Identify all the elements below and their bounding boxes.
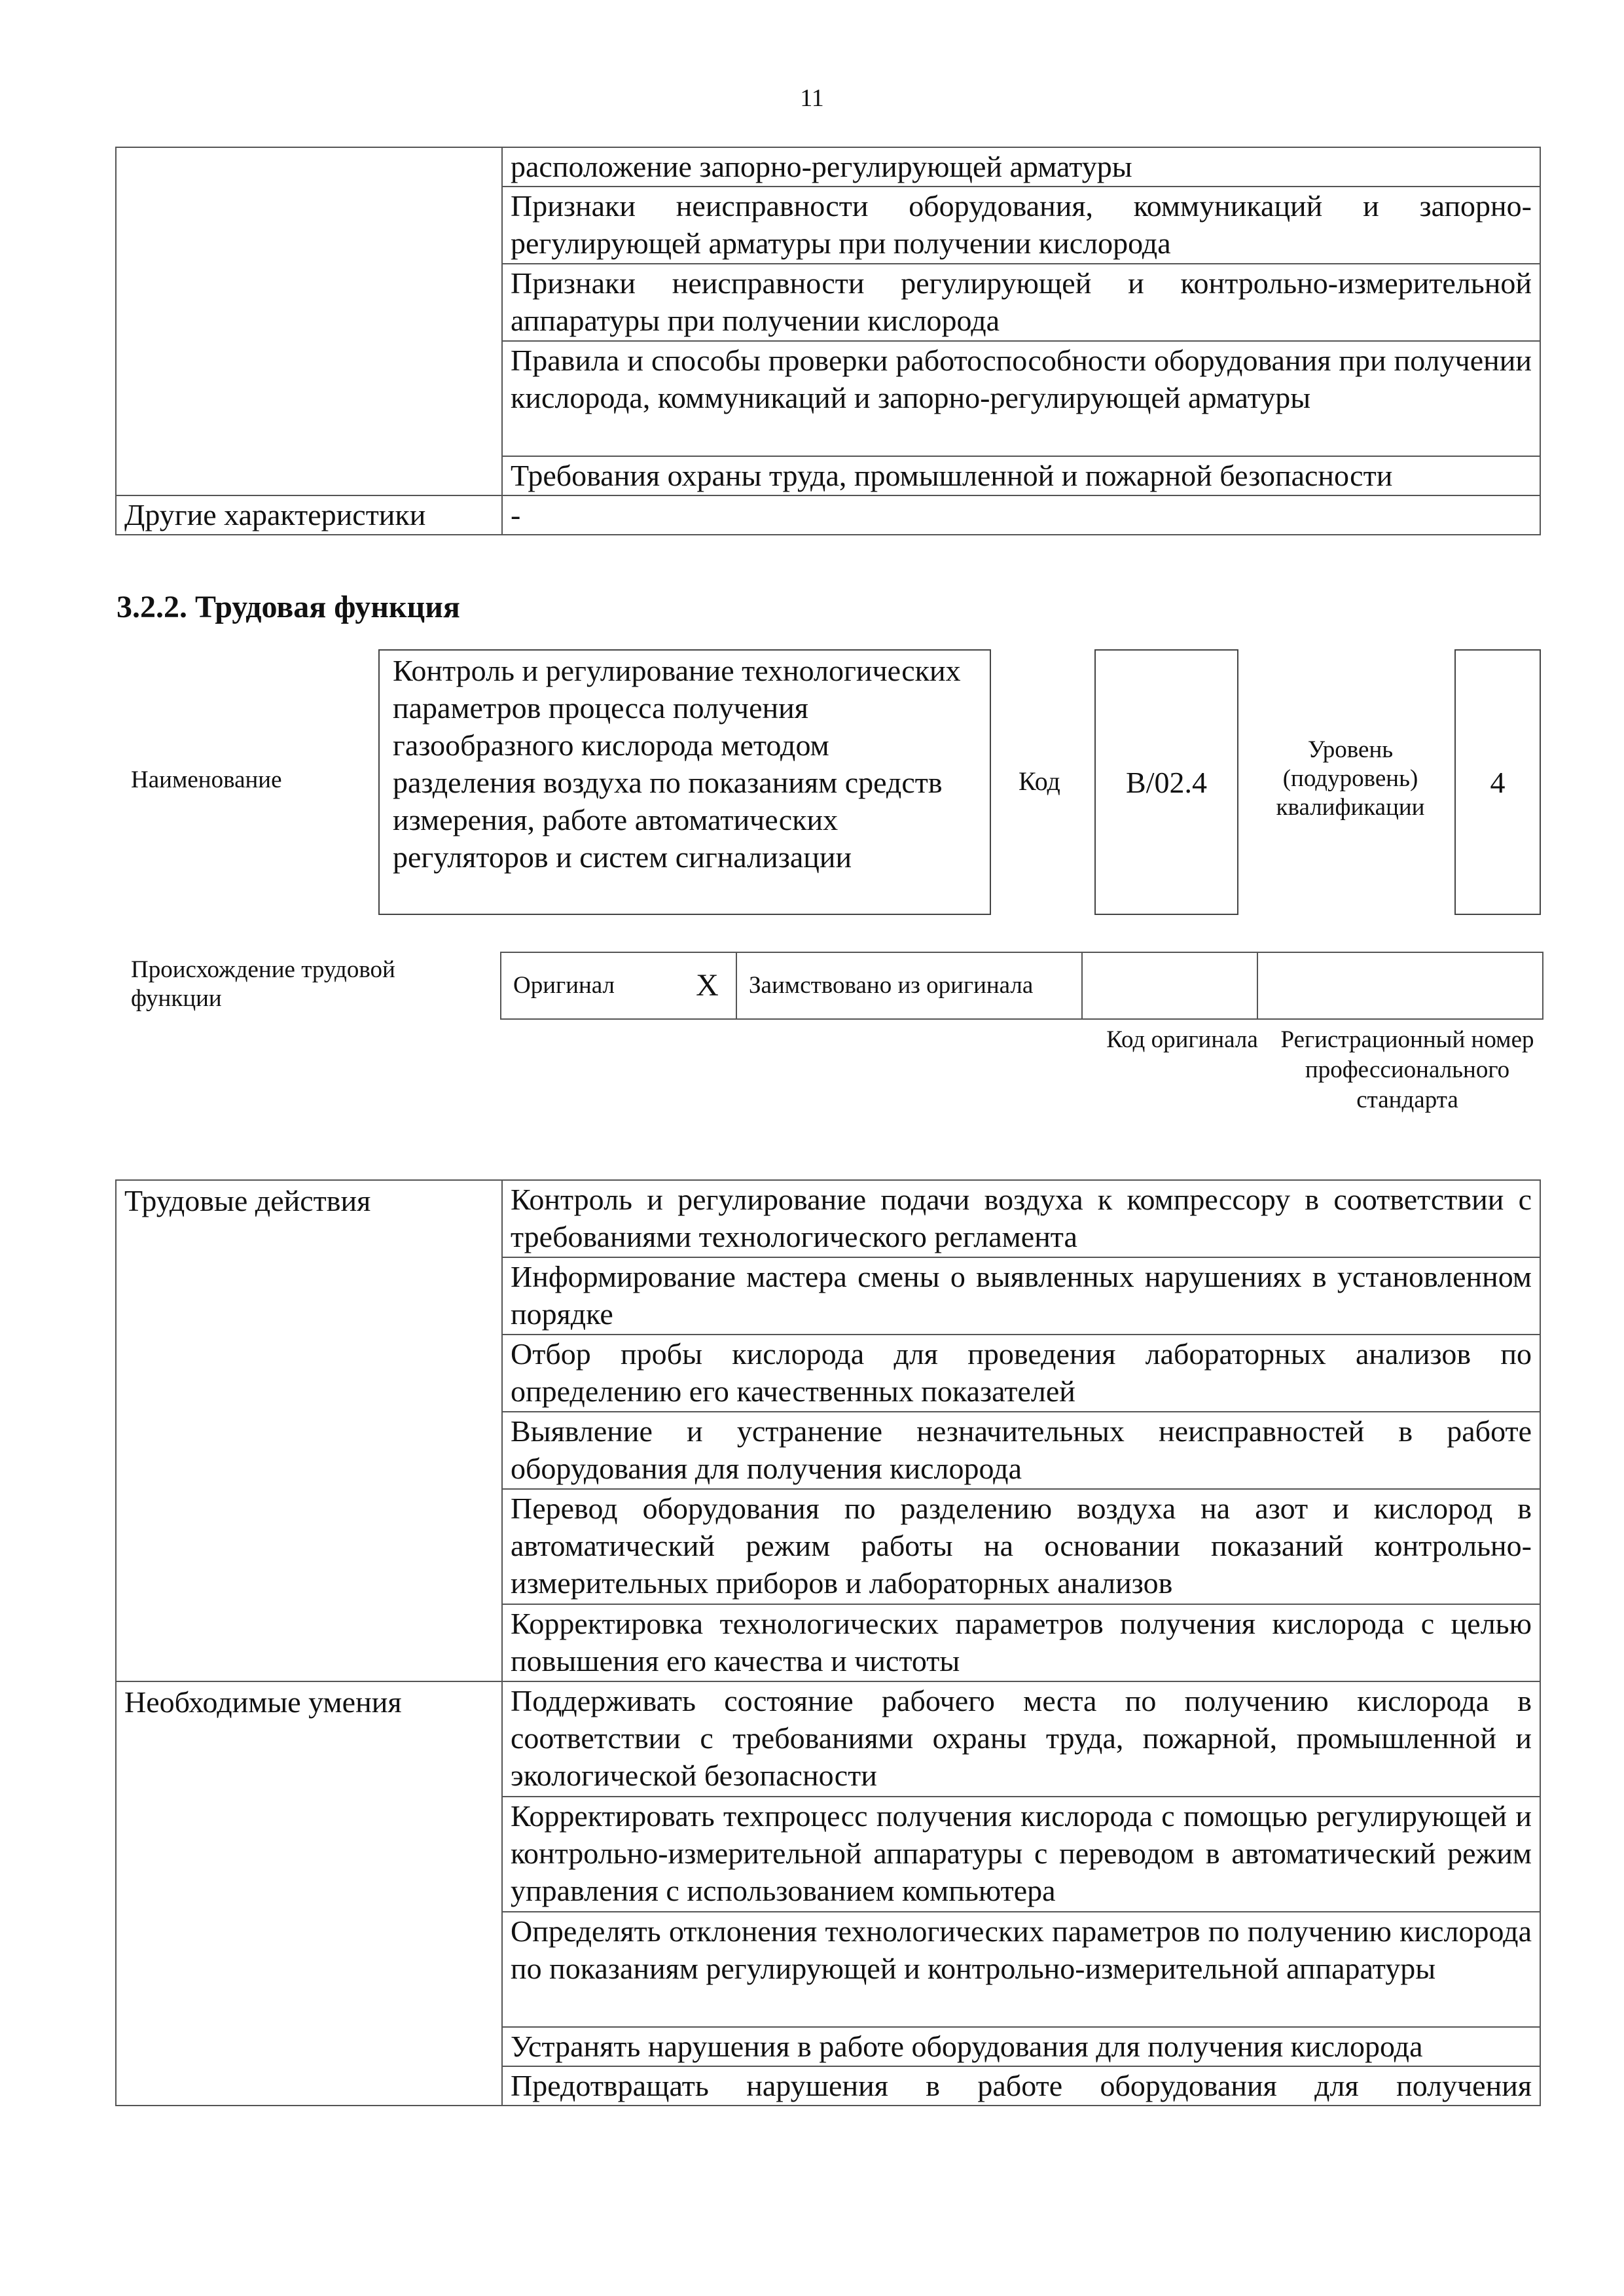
left-cell: Другие характеристики bbox=[116, 495, 502, 535]
name-label: Наименование bbox=[131, 766, 282, 793]
code-box bbox=[1094, 649, 1238, 915]
origin-label: Происхождение трудовой функции bbox=[131, 956, 395, 1012]
level-value: 4 bbox=[1490, 765, 1506, 799]
reg-number-cell bbox=[1257, 952, 1543, 1019]
right-cell: Правила и способы проверки работоспособности оборудования при получении кислорода, коммуникаций и запорно-регулирующей арматуры bbox=[502, 341, 1540, 456]
function-name: Контроль и регулирование технологических параметров процесса получения газообразного кислорода методом разделения воздуха по показаниям средств измерения, работе автоматических регуляторов и систем сигнализации bbox=[393, 654, 961, 874]
top-table bbox=[115, 147, 1541, 535]
list-item: Корректировать техпроцесс получения кислорода с помощью регулирующей и контрольно-измерительной аппаратуры с переводом в автоматический режим управления с использованием компьютера bbox=[502, 1797, 1540, 1912]
code-original-cell bbox=[1082, 952, 1257, 1019]
list-item: Устранять нарушения в работе оборудования для получения кислорода bbox=[502, 2027, 1540, 2066]
right-cell: Признаки неисправности регулирующей и контрольно-измерительной аппаратуры при получении кислорода bbox=[502, 264, 1540, 341]
right-cell: Признаки неисправности оборудования, коммуникаций и запорно-регулирующей арматуры при получении кислорода bbox=[502, 187, 1540, 264]
code-value: B/02.4 bbox=[1126, 765, 1207, 799]
table-row bbox=[116, 1180, 1540, 1257]
group-title: Трудовые действия bbox=[116, 1180, 502, 1681]
section-heading: 3.2.2. Трудовая функция bbox=[117, 590, 460, 624]
list-item: Выявление и устранение незначительных неисправностей в работе оборудования для получения кислорода bbox=[502, 1412, 1540, 1489]
level-box bbox=[1454, 649, 1541, 915]
table-row bbox=[116, 1681, 1540, 1797]
list-item: Отбор пробы кислорода для проведения лабораторных анализов по определению его качественных показателей bbox=[502, 1335, 1540, 1412]
list-item: Предотвращать нарушения в работе оборудования для получения bbox=[502, 2066, 1540, 2106]
list-item: Поддерживать состояние рабочего места по получению кислорода в соответствии с требованиями охраны труда, пожарной, промышленной и экологической безопасности bbox=[502, 1681, 1540, 1797]
list-item: Информирование мастера смены о выявленных нарушениях в установленном порядке bbox=[502, 1257, 1540, 1335]
function-name-box bbox=[378, 649, 991, 915]
original-label: Оригинал bbox=[501, 952, 679, 1019]
left-cell bbox=[116, 147, 502, 495]
table-row bbox=[116, 147, 1540, 187]
code-label: Код bbox=[1019, 766, 1060, 796]
original-mark: X bbox=[679, 952, 736, 1019]
table-row bbox=[116, 495, 1540, 535]
group-title: Необходимые умения bbox=[116, 1681, 502, 2106]
page-number: 11 bbox=[800, 84, 824, 112]
level-label: Уровень (подуровень) квалификации bbox=[1276, 736, 1425, 821]
origin-table bbox=[500, 952, 1543, 1020]
borrowed-label: Заимствовано из оригинала bbox=[736, 952, 1082, 1019]
table-row bbox=[501, 952, 1543, 1019]
right-cell: расположение запорно-регулирующей арматуры bbox=[502, 147, 1540, 187]
right-cell: - bbox=[502, 495, 1540, 535]
right-cell: Требования охраны труда, промышленной и пожарной безопасности bbox=[502, 456, 1540, 495]
code-original-caption: Код оригинала bbox=[1106, 1026, 1258, 1053]
main-table bbox=[115, 1179, 1541, 2106]
list-item: Перевод оборудования по разделению воздуха на азот и кислород в автоматический режим работы на основании показаний контрольно-измерительных приборов и лабораторных анализов bbox=[502, 1489, 1540, 1604]
reg-number-caption: Регистрационный номер профессионального стандарта bbox=[1280, 1026, 1534, 1113]
list-item: Корректировка технологических параметров получения кислорода с целью повышения его качества и чистоты bbox=[502, 1604, 1540, 1681]
list-item: Определять отклонения технологических параметров по получению кислорода по показаниям регулирующей и контрольно-измерительной аппаратуры bbox=[502, 1912, 1540, 2027]
list-item: Контроль и регулирование подачи воздуха к компрессору в соответствии с требованиями технологического регламента bbox=[502, 1180, 1540, 1257]
